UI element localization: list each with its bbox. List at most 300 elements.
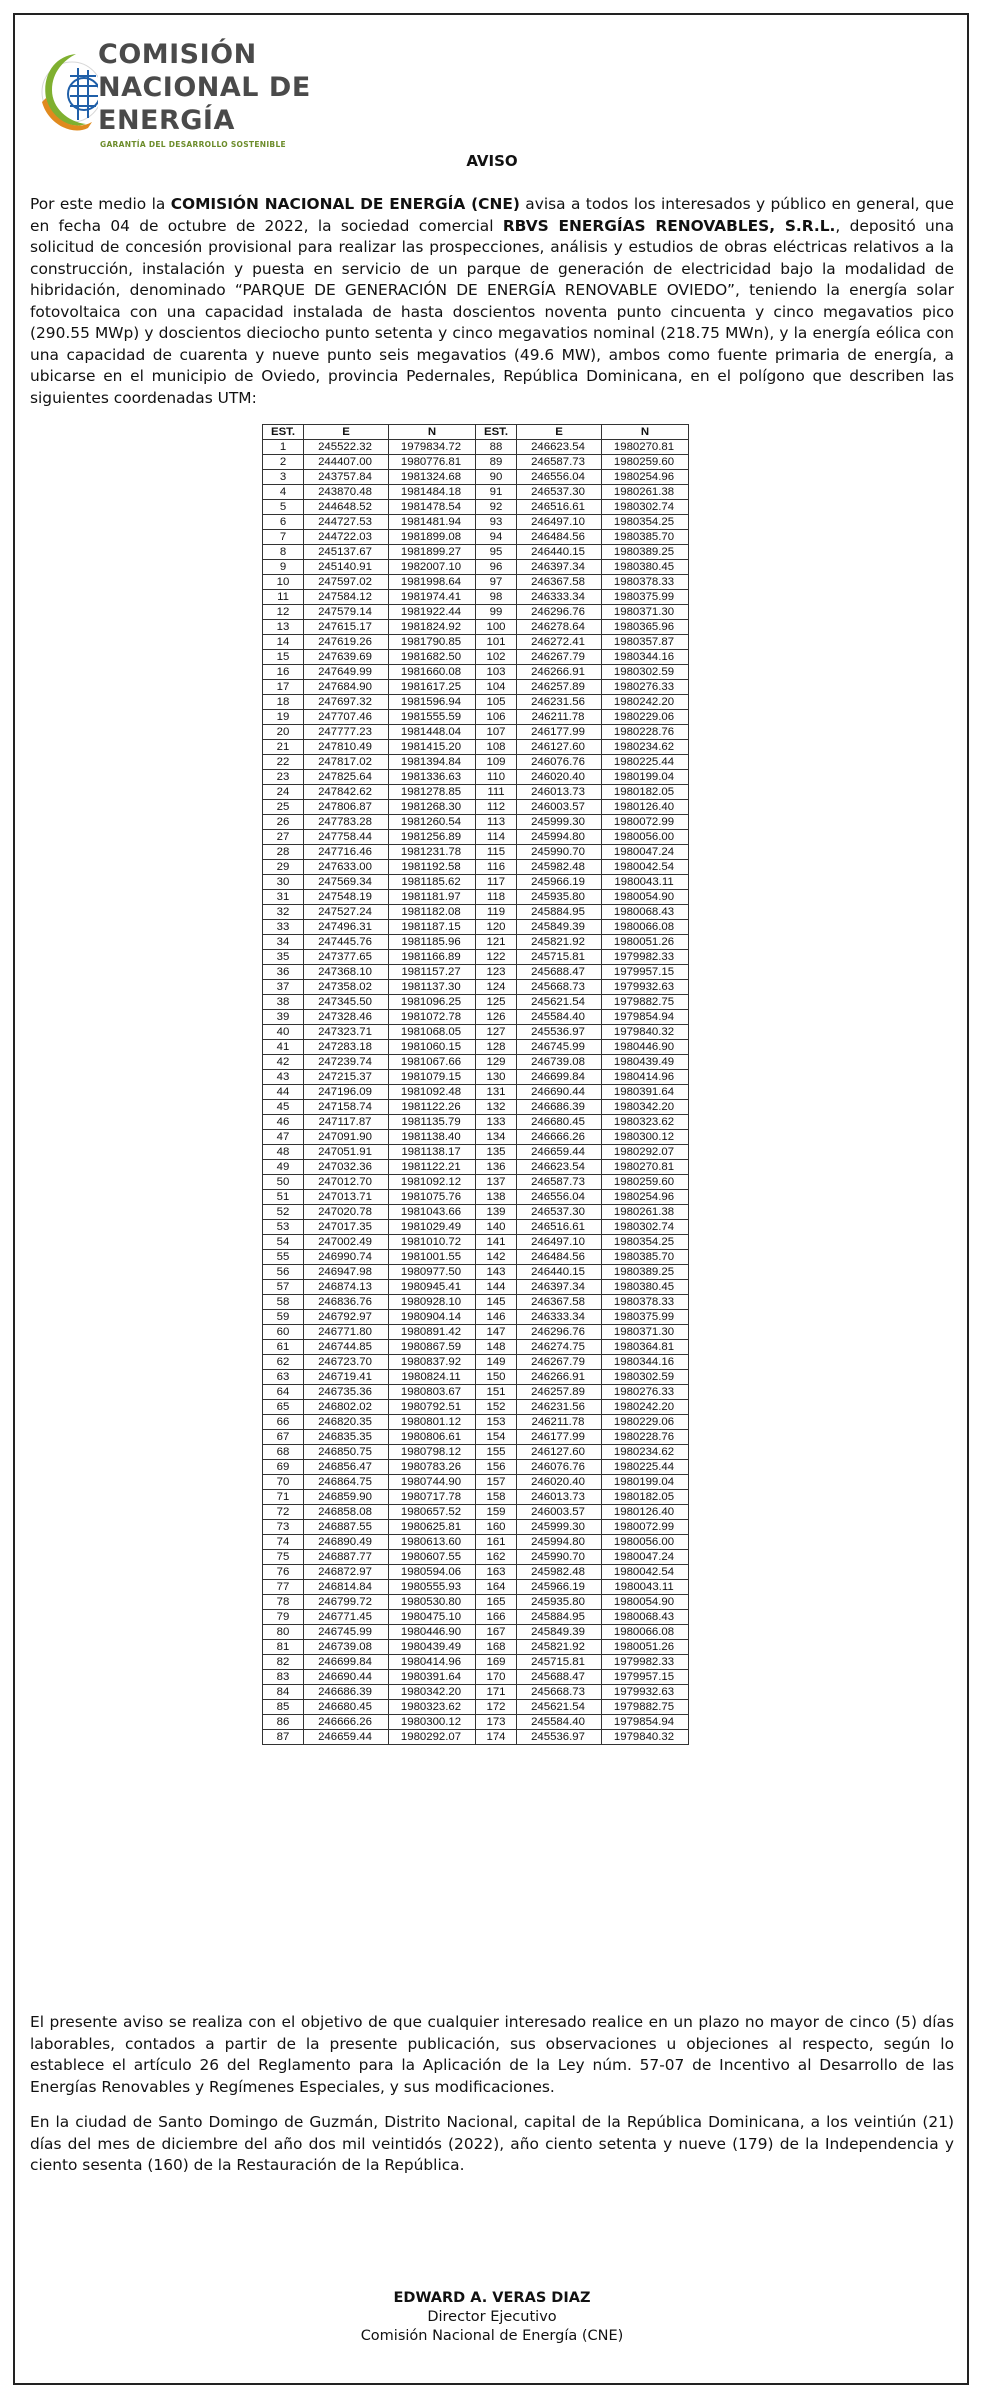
table-row: [263, 1370, 689, 1385]
cell-e: 246484.56: [517, 1250, 602, 1265]
cell-n: 1981998.64: [389, 575, 476, 590]
table-row: [263, 1190, 689, 1205]
cell-est: 8: [263, 545, 304, 560]
cell-n: 1980229.06: [602, 1415, 689, 1430]
cell-est: 55: [263, 1250, 304, 1265]
table-row: [263, 1640, 689, 1655]
cell-e: 246266.91: [517, 1370, 602, 1385]
cell-e: 246537.30: [517, 485, 602, 500]
cell-est: 18: [263, 695, 304, 710]
cell-est: 141: [476, 1235, 517, 1250]
cell-e: 247196.09: [304, 1085, 389, 1100]
cell-e: 246020.40: [517, 770, 602, 785]
cell-est: 166: [476, 1610, 517, 1625]
cell-e: 246231.56: [517, 1400, 602, 1415]
cell-n: 1980302.74: [602, 1220, 689, 1235]
cell-est: 108: [476, 740, 517, 755]
cell-n: 1980375.99: [602, 590, 689, 605]
cell-e: 246266.91: [517, 665, 602, 680]
cell-est: 23: [263, 770, 304, 785]
cell-n: 1980072.99: [602, 1520, 689, 1535]
cell-est: 79: [263, 1610, 304, 1625]
cell-e: 245982.48: [517, 860, 602, 875]
cell-n: 1980182.05: [602, 1490, 689, 1505]
table-row: [263, 1355, 689, 1370]
cell-est: 117: [476, 875, 517, 890]
cell-est: 68: [263, 1445, 304, 1460]
cell-est: 65: [263, 1400, 304, 1415]
table-row: [263, 935, 689, 950]
objection-paragraph: El presente aviso se realiza con el objetivo de que cualquier interesado realice en un plazo no mayor de cinco (5) días laborables, contados a partir de la presente publicación, sus observaciones u objeciones al respecto, según lo establece el artículo 26 del Reglamento para la Aplicación de la Ley núm. 57-07 de Incentivo al Desarrollo de las Energías Renovables y Regímenes Especiales, y sus modificaciones.: [30, 2013, 954, 2096]
cell-e: 246587.73: [517, 1175, 602, 1190]
cell-est: 168: [476, 1640, 517, 1655]
cell-n: 1981181.97: [389, 890, 476, 905]
cell-n: 1981072.78: [389, 1010, 476, 1025]
cell-est: 101: [476, 635, 517, 650]
cell-est: 52: [263, 1205, 304, 1220]
cell-est: 95: [476, 545, 517, 560]
cell-e: 246296.76: [517, 1325, 602, 1340]
cell-n: 1980357.87: [602, 635, 689, 650]
cell-e: 247032.36: [304, 1160, 389, 1175]
table-row: [263, 635, 689, 650]
cell-n: 1980254.96: [602, 470, 689, 485]
cell-est: 169: [476, 1655, 517, 1670]
cell-e: 247328.46: [304, 1010, 389, 1025]
cell-est: 115: [476, 845, 517, 860]
cell-est: 172: [476, 1700, 517, 1715]
table-row: [263, 1055, 689, 1070]
cell-n: 1980047.24: [602, 845, 689, 860]
cell-n: 1980054.90: [602, 890, 689, 905]
cell-n: 1980042.54: [602, 860, 689, 875]
cell-est: 6: [263, 515, 304, 530]
cell-est: 130: [476, 1070, 517, 1085]
cell-est: 22: [263, 755, 304, 770]
cell-e: 247368.10: [304, 965, 389, 980]
cell-est: 113: [476, 815, 517, 830]
cell-e: 247615.17: [304, 620, 389, 635]
cell-n: 1981001.55: [389, 1250, 476, 1265]
table-row: [263, 1550, 689, 1565]
cell-e: 246690.44: [517, 1085, 602, 1100]
cell-est: 30: [263, 875, 304, 890]
cell-e: 247527.24: [304, 905, 389, 920]
cell-est: 5: [263, 500, 304, 515]
cell-est: 128: [476, 1040, 517, 1055]
cell-n: 1981185.96: [389, 935, 476, 950]
cell-e: 246177.99: [517, 1430, 602, 1445]
table-row: [263, 1655, 689, 1670]
cell-n: 1980292.07: [602, 1145, 689, 1160]
cell-e: 247619.26: [304, 635, 389, 650]
cell-n: 1980242.20: [602, 695, 689, 710]
cell-e: 246003.57: [517, 800, 602, 815]
cell-n: 1980229.06: [602, 710, 689, 725]
cell-n: 1980801.12: [389, 1415, 476, 1430]
cell-est: 43: [263, 1070, 304, 1085]
cell-est: 35: [263, 950, 304, 965]
cell-n: 1980228.76: [602, 725, 689, 740]
cell-e: 244648.52: [304, 500, 389, 515]
cell-e: 246537.30: [517, 1205, 602, 1220]
cell-est: 62: [263, 1355, 304, 1370]
table-row: [263, 785, 689, 800]
intro-text-2: avisa a todos los interesados y público en general, que en fecha 04 de octubre de 2022, la sociedad comercial: [30, 195, 954, 235]
cell-est: 99: [476, 605, 517, 620]
cell-n: 1980446.90: [602, 1040, 689, 1055]
cell-est: 26: [263, 815, 304, 830]
table-row: [263, 920, 689, 935]
cell-est: 75: [263, 1550, 304, 1565]
cell-n: 1980342.20: [602, 1100, 689, 1115]
table-row: [263, 1715, 689, 1730]
cell-n: 1980259.60: [602, 455, 689, 470]
cell-e: 246947.98: [304, 1265, 389, 1280]
table-row: [263, 740, 689, 755]
table-row: [263, 1415, 689, 1430]
cell-est: 94: [476, 530, 517, 545]
table-row: [263, 1040, 689, 1055]
cell-n: 1980344.16: [602, 650, 689, 665]
cell-e: 246397.34: [517, 560, 602, 575]
cell-est: 25: [263, 800, 304, 815]
cell-n: 1981029.49: [389, 1220, 476, 1235]
cell-e: 246744.85: [304, 1340, 389, 1355]
cell-n: 1980066.08: [602, 920, 689, 935]
cell-n: 1981157.27: [389, 965, 476, 980]
cell-e: 246802.02: [304, 1400, 389, 1415]
cell-est: 37: [263, 980, 304, 995]
cell-n: 1981192.58: [389, 860, 476, 875]
cell-est: 31: [263, 890, 304, 905]
cell-e: 247810.49: [304, 740, 389, 755]
signer-role: Director Ejecutivo: [427, 2309, 557, 2325]
cell-n: 1981138.17: [389, 1145, 476, 1160]
cell-n: 1980254.96: [602, 1190, 689, 1205]
cell-n: 1981555.59: [389, 710, 476, 725]
cell-n: 1980072.99: [602, 815, 689, 830]
cell-e: 246690.44: [304, 1670, 389, 1685]
cell-n: 1981187.15: [389, 920, 476, 935]
cell-n: 1979840.32: [602, 1025, 689, 1040]
cell-n: 1980439.49: [389, 1640, 476, 1655]
cell-n: 1981092.48: [389, 1085, 476, 1100]
cell-e: 246013.73: [517, 1490, 602, 1505]
cell-n: 1980867.59: [389, 1340, 476, 1355]
cell-n: 1980776.81: [389, 455, 476, 470]
table-row: [263, 1700, 689, 1715]
cell-n: 1979854.94: [602, 1715, 689, 1730]
cell-est: 34: [263, 935, 304, 950]
cell-e: 247283.18: [304, 1040, 389, 1055]
cell-e: 245935.80: [517, 1595, 602, 1610]
cell-n: 1981481.94: [389, 515, 476, 530]
cell-est: 48: [263, 1145, 304, 1160]
cell-e: 245821.92: [517, 1640, 602, 1655]
cell-est: 85: [263, 1700, 304, 1715]
cell-n: 1980378.33: [602, 575, 689, 590]
cell-e: 247051.91: [304, 1145, 389, 1160]
cell-est: 21: [263, 740, 304, 755]
cell-est: 42: [263, 1055, 304, 1070]
cell-e: 246231.56: [517, 695, 602, 710]
intro-text-3: , depositó una solicitud de concesión provisional para realizar las prospecciones, análisis y estudios de obras eléctricas relativos a la construcción, instalación y puesta en servicio de un parque de generación de electricidad bajo la modalidad de hibridación, denominado “PARQUE DE GENERACIÓN DE ENERGÍA RENOVABLE OVIEDO”, teniendo la energía solar fotovoltaica con una capacidad instalada de hasta doscientos noventa punto cincuenta y cinco megavatios pico (290.55 MWp) y doscientos dieciocho punto setenta y cinco megavatios nominal (218.75 MWn), y la energía eólica con una capacidad de cuarenta y nueve punto seis megavatios (49.6 MW), ambos como fuente primaria de energía, a ubicarse en el municipio de Oviedo, provincia Pedernales, República Dominicana, en el polígono que describen las siguientes coordenadas UTM:: [30, 216, 954, 407]
cell-n: 1981484.18: [389, 485, 476, 500]
cell-e: 244727.53: [304, 515, 389, 530]
cell-n: 1980385.70: [602, 1250, 689, 1265]
cell-e: 246274.75: [517, 1340, 602, 1355]
cell-est: 14: [263, 635, 304, 650]
cell-n: 1980389.25: [602, 1265, 689, 1280]
header-est: EST.: [476, 425, 517, 440]
header-e: E: [517, 425, 602, 440]
table-row: [263, 830, 689, 845]
table-row: [263, 1280, 689, 1295]
table-row: [263, 1205, 689, 1220]
cell-est: 49: [263, 1160, 304, 1175]
cell-n: 1981448.04: [389, 725, 476, 740]
cell-est: 36: [263, 965, 304, 980]
cell-e: 246799.72: [304, 1595, 389, 1610]
cell-e: 247825.64: [304, 770, 389, 785]
cell-est: 32: [263, 905, 304, 920]
cell-est: 10: [263, 575, 304, 590]
cell-e: 246686.39: [517, 1100, 602, 1115]
cell-e: 247579.14: [304, 605, 389, 620]
cell-e: 247496.31: [304, 920, 389, 935]
cell-est: 174: [476, 1730, 517, 1745]
cell-n: 1980302.59: [602, 1370, 689, 1385]
cell-e: 247377.65: [304, 950, 389, 965]
cell-n: 1980300.12: [389, 1715, 476, 1730]
cell-e: 245140.91: [304, 560, 389, 575]
cell-est: 163: [476, 1565, 517, 1580]
cell-est: 2: [263, 455, 304, 470]
cell-n: 1981790.85: [389, 635, 476, 650]
cell-e: 247345.50: [304, 995, 389, 1010]
table-row: [263, 1505, 689, 1520]
cell-est: 53: [263, 1220, 304, 1235]
cell-est: 3: [263, 470, 304, 485]
cell-n: 1979932.63: [602, 980, 689, 995]
cell-est: 88: [476, 440, 517, 455]
table-row: [263, 1295, 689, 1310]
cell-est: 142: [476, 1250, 517, 1265]
table-row: [263, 470, 689, 485]
cell-est: 19: [263, 710, 304, 725]
cell-est: 121: [476, 935, 517, 950]
intro-company-name: RBVS ENERGÍAS RENOVABLES, S.R.L.: [502, 216, 836, 235]
cell-e: 246272.41: [517, 635, 602, 650]
cell-e: 247158.74: [304, 1100, 389, 1115]
table-row: [263, 1490, 689, 1505]
cell-e: 246745.99: [304, 1625, 389, 1640]
cell-e: 246211.78: [517, 1415, 602, 1430]
cell-e: 245994.80: [517, 1535, 602, 1550]
cell-n: 1980182.05: [602, 785, 689, 800]
table-row: [263, 1025, 689, 1040]
cell-n: 1980302.59: [602, 665, 689, 680]
cell-n: 1981068.05: [389, 1025, 476, 1040]
cell-e: 245990.70: [517, 845, 602, 860]
cell-est: 104: [476, 680, 517, 695]
table-row: [263, 1580, 689, 1595]
cell-est: 24: [263, 785, 304, 800]
table-row: [263, 1685, 689, 1700]
cell-n: 1980371.30: [602, 605, 689, 620]
cell-n: 1981899.27: [389, 545, 476, 560]
table-row: [263, 1670, 689, 1685]
cell-n: 1980594.06: [389, 1565, 476, 1580]
cell-est: 16: [263, 665, 304, 680]
logo-text-line2: NACIONAL DE: [98, 72, 311, 103]
cell-n: 1980056.00: [602, 830, 689, 845]
cell-n: 1980228.76: [602, 1430, 689, 1445]
cell-e: 245999.30: [517, 1520, 602, 1535]
table-row: [263, 1460, 689, 1475]
cell-n: 1980043.11: [602, 1580, 689, 1595]
cell-e: 246699.84: [304, 1655, 389, 1670]
table-row: [263, 1085, 689, 1100]
cell-n: 1980439.49: [602, 1055, 689, 1070]
cell-n: 1980446.90: [389, 1625, 476, 1640]
cell-e: 245849.39: [517, 920, 602, 935]
cell-n: 1980066.08: [602, 1625, 689, 1640]
cell-e: 245990.70: [517, 1550, 602, 1565]
cell-est: 44: [263, 1085, 304, 1100]
cell-n: 1981660.08: [389, 665, 476, 680]
table-row: [263, 650, 689, 665]
cell-e: 245999.30: [517, 815, 602, 830]
table-row: [263, 1325, 689, 1340]
table-row: [263, 755, 689, 770]
cell-e: 246699.84: [517, 1070, 602, 1085]
cell-e: 245522.32: [304, 440, 389, 455]
cell-n: 1981682.50: [389, 650, 476, 665]
header-n: N: [602, 425, 689, 440]
cell-est: 103: [476, 665, 517, 680]
header-e: E: [304, 425, 389, 440]
cell-est: 28: [263, 845, 304, 860]
cell-est: 154: [476, 1430, 517, 1445]
cell-e: 246735.36: [304, 1385, 389, 1400]
table-row: [263, 1265, 689, 1280]
cell-est: 7: [263, 530, 304, 545]
cell-e: 247548.19: [304, 890, 389, 905]
cell-n: 1980047.24: [602, 1550, 689, 1565]
cell-n: 1979834.72: [389, 440, 476, 455]
cell-n: 1980042.54: [602, 1565, 689, 1580]
cell-est: 120: [476, 920, 517, 935]
cell-e: 247020.78: [304, 1205, 389, 1220]
cell-e: 245884.95: [517, 1610, 602, 1625]
cell-n: 1981096.25: [389, 995, 476, 1010]
cell-est: 140: [476, 1220, 517, 1235]
cell-e: 246020.40: [517, 1475, 602, 1490]
cell-est: 40: [263, 1025, 304, 1040]
table-row: [263, 995, 689, 1010]
table-row: [263, 1445, 689, 1460]
cell-est: 145: [476, 1295, 517, 1310]
cell-n: 1980354.25: [602, 515, 689, 530]
cell-n: 1981268.30: [389, 800, 476, 815]
cell-est: 76: [263, 1565, 304, 1580]
cell-est: 93: [476, 515, 517, 530]
table-row: [263, 1385, 689, 1400]
cell-est: 73: [263, 1520, 304, 1535]
cell-e: 246127.60: [517, 740, 602, 755]
cell-est: 143: [476, 1265, 517, 1280]
table-row: [263, 800, 689, 815]
header-n: N: [389, 425, 476, 440]
cell-n: 1980555.93: [389, 1580, 476, 1595]
table-row: [263, 500, 689, 515]
cell-n: 1980126.40: [602, 1505, 689, 1520]
cell-n: 1980054.90: [602, 1595, 689, 1610]
cell-est: 146: [476, 1310, 517, 1325]
cell-est: 107: [476, 725, 517, 740]
cell-e: 243757.84: [304, 470, 389, 485]
cell-est: 110: [476, 770, 517, 785]
cell-est: 122: [476, 950, 517, 965]
cell-e: 246719.41: [304, 1370, 389, 1385]
table-row: [263, 770, 689, 785]
cell-e: 246516.61: [517, 500, 602, 515]
table-row: [263, 965, 689, 980]
cell-e: 246864.75: [304, 1475, 389, 1490]
cell-n: 1980068.43: [602, 1610, 689, 1625]
cell-e: 246723.70: [304, 1355, 389, 1370]
table-row: [263, 1430, 689, 1445]
cell-n: 1981138.40: [389, 1130, 476, 1145]
logo-tagline: GARANTÍA DEL DESARROLLO SOSTENIBLE: [100, 140, 286, 149]
cell-n: 1979932.63: [602, 1685, 689, 1700]
table-row: [263, 1010, 689, 1025]
cell-e: 246890.49: [304, 1535, 389, 1550]
cell-e: 246850.75: [304, 1445, 389, 1460]
cell-e: 246257.89: [517, 680, 602, 695]
table-row: [263, 1235, 689, 1250]
cell-e: 246680.45: [304, 1700, 389, 1715]
cell-est: 135: [476, 1145, 517, 1160]
cell-n: 1980389.25: [602, 545, 689, 560]
cell-n: 1980323.62: [389, 1700, 476, 1715]
cell-e: 245536.97: [517, 1730, 602, 1745]
cell-e: 246874.13: [304, 1280, 389, 1295]
cell-e: 246887.55: [304, 1520, 389, 1535]
cell-n: 1981974.41: [389, 590, 476, 605]
cell-n: 1979882.75: [602, 1700, 689, 1715]
table-row: [263, 1400, 689, 1415]
cell-n: 1981060.15: [389, 1040, 476, 1055]
cell-est: 102: [476, 650, 517, 665]
cell-n: 1981415.20: [389, 740, 476, 755]
cell-est: 57: [263, 1280, 304, 1295]
signer-organization: Comisión Nacional de Energía (CNE): [360, 2328, 624, 2344]
cell-n: 1980242.20: [602, 1400, 689, 1415]
cell-e: 247633.00: [304, 860, 389, 875]
cell-n: 1981394.84: [389, 755, 476, 770]
cell-n: 1980344.16: [602, 1355, 689, 1370]
cell-n: 1980126.40: [602, 800, 689, 815]
cell-e: 247684.90: [304, 680, 389, 695]
table-row: [263, 1220, 689, 1235]
cell-e: 246990.74: [304, 1250, 389, 1265]
cell-e: 246659.44: [517, 1145, 602, 1160]
cell-est: 134: [476, 1130, 517, 1145]
cell-e: 246257.89: [517, 1385, 602, 1400]
